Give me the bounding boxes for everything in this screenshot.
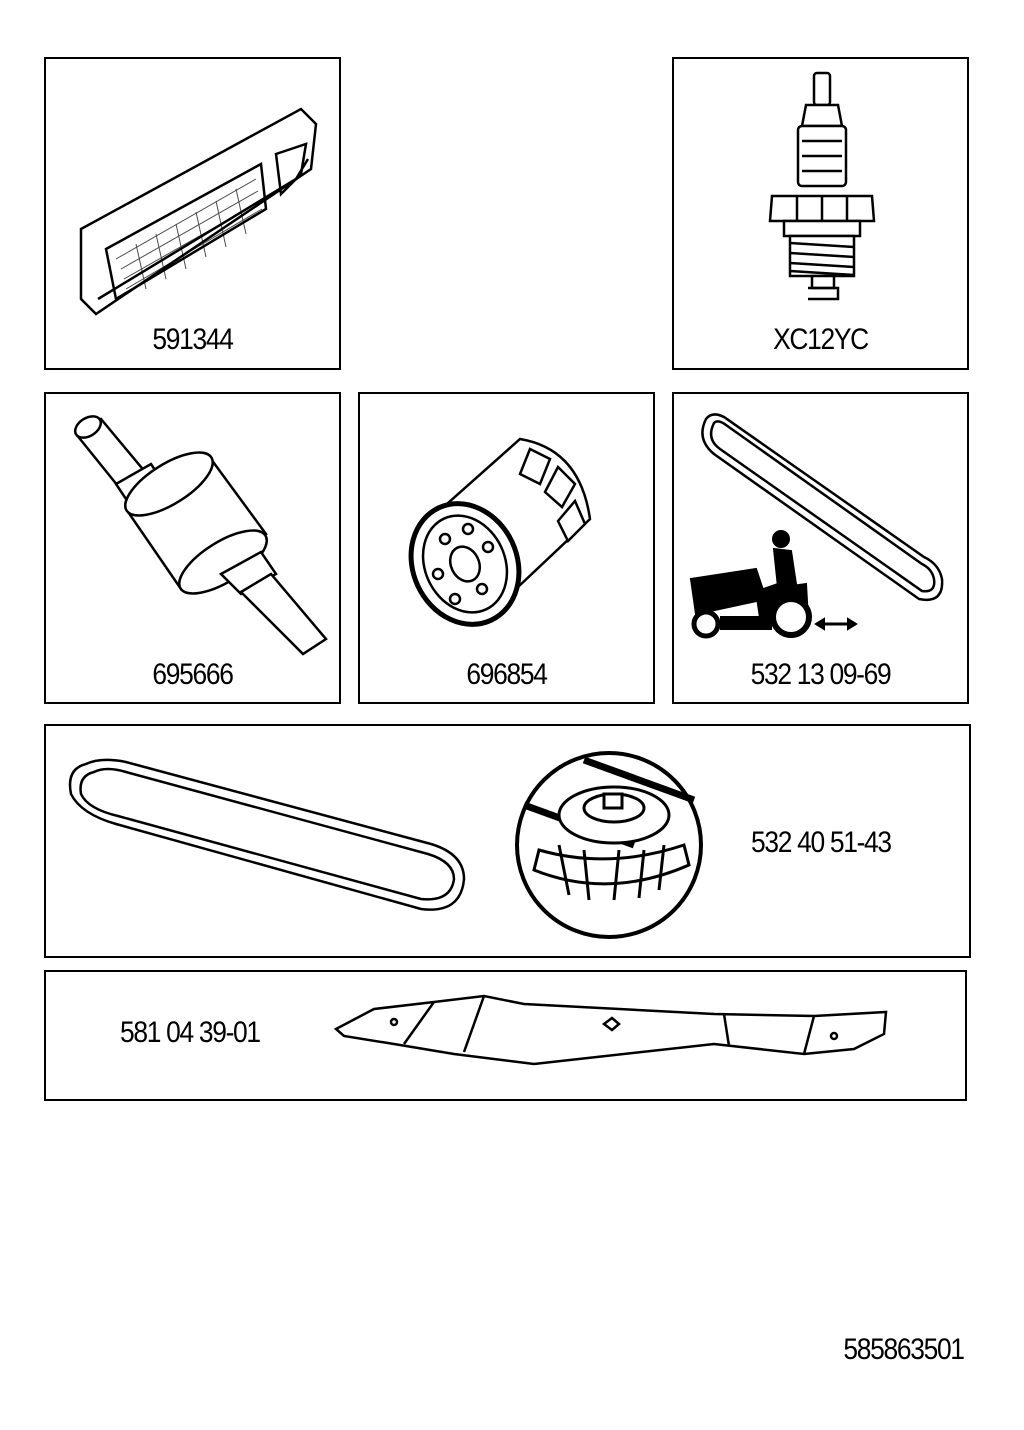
oil-filter-icon [390,429,600,629]
part-number-air-filter: 591344 [152,323,233,356]
part-number-fuel-filter: 695666 [152,658,233,691]
part-panel-spark-plug [672,57,969,370]
spark-plug-icon [762,71,882,306]
riding-mower-icon [686,529,866,644]
part-panel-air-filter [44,57,341,370]
fuel-filter-icon [71,414,321,644]
mower-blade-icon [334,994,889,1066]
document-number: 585863501 [843,1333,964,1366]
part-panel-deck-belt [44,724,971,958]
part-panel-drive-belt [672,392,969,704]
part-panel-oil-filter [358,392,655,704]
part-panel-blade [44,970,967,1101]
pulley-icon [514,750,704,940]
part-number-drive-belt: 532 13 09-69 [750,658,891,691]
air-filter-icon [76,99,316,319]
part-number-deck-belt: 532 40 51-43 [751,826,891,859]
part-number-spark-plug: XC12YC [773,323,868,356]
part-panel-fuel-filter [44,392,341,704]
part-number-oil-filter: 696854 [466,658,547,691]
part-number-blade: 581 04 39-01 [120,1016,260,1049]
deck-belt-icon [66,754,466,914]
